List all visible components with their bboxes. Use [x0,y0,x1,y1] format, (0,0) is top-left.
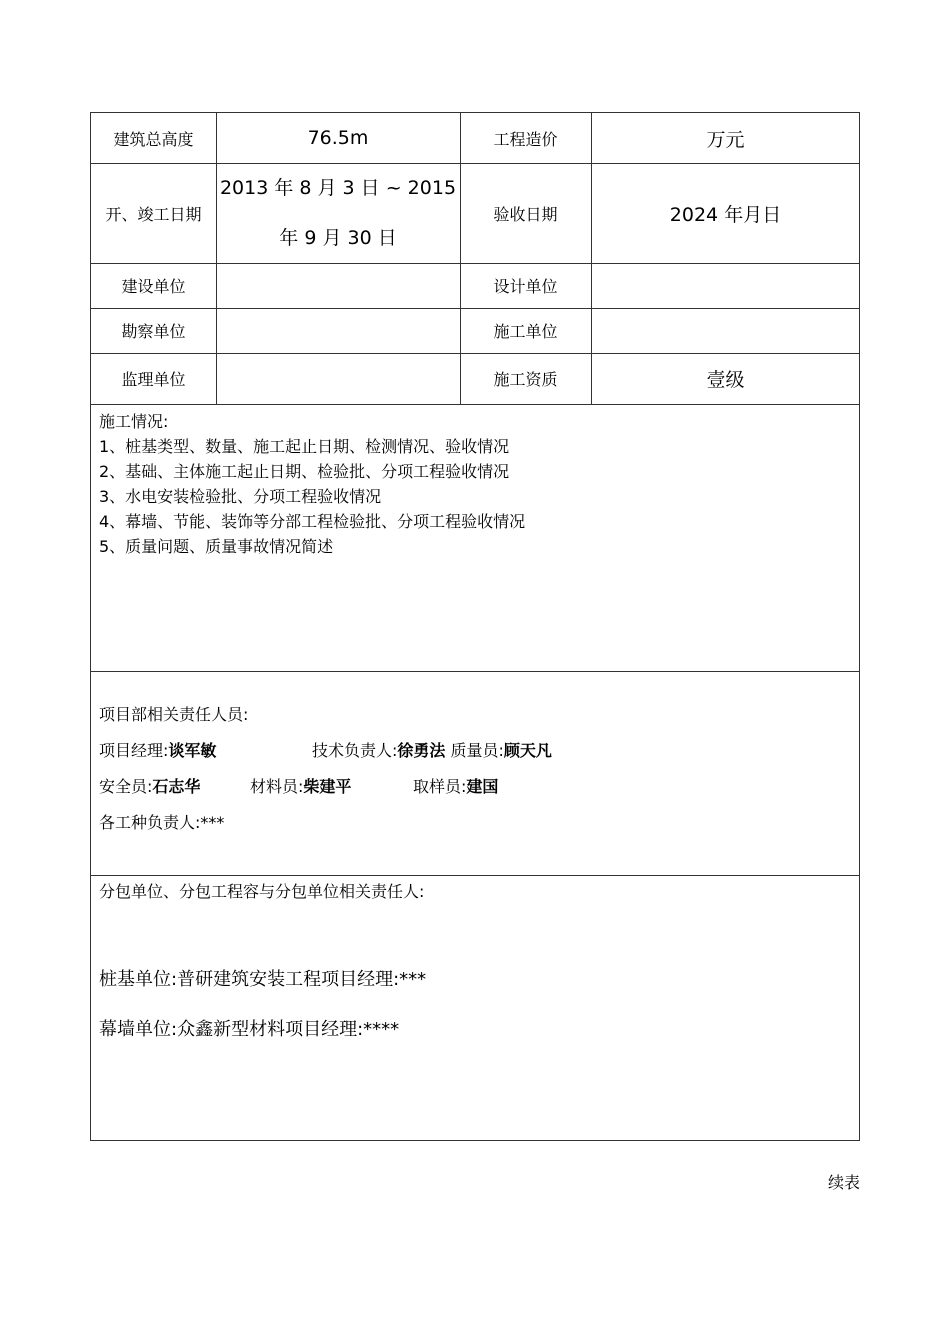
pm-label: 项目经理: [99,741,169,760]
personnel-material [250,774,351,797]
value-start-end-date [216,163,460,263]
continued-label: 续表 [827,1173,860,1192]
label-contractor-unit: 施工单位 [493,322,558,341]
value-construction-unit [216,263,460,308]
label-construction-unit: 建设单位 [121,277,186,296]
personnel-sampler [413,774,498,797]
personnel-row-1 [99,738,216,761]
construction-item: 5、质量问题、质量事故情况简述 [99,537,334,556]
qc-name: 顾天凡 [503,741,552,760]
section-divider [91,875,859,876]
label-start-end-date: 开、竣工日期 [105,204,202,224]
qc-label: 质量员: [450,741,504,760]
personnel-safety [99,774,200,797]
label-building-height: 建筑总高度 [113,129,194,149]
acceptance-form-table [90,112,860,1141]
value-building-height: 76.5m [307,127,369,149]
construction-item: 2、基础、主体施工起止日期、检验批、分项工程验收情况 [99,462,510,481]
construction-item: 1、桩基类型、数量、施工起止日期、检测情况、验收情况 [99,437,510,456]
construction-item: 3、水电安装检验批、分项工程验收情况 [99,487,382,506]
label-qualification: 施工资质 [493,370,558,389]
material-label: 材料员: [250,777,304,796]
subcontract-curtain-wall: 幕墙单位:众鑫新型材料项目经理:**** [99,1019,400,1040]
value-supervision-unit [216,353,460,404]
section-divider [91,671,859,672]
pm-name: 谈军敏 [168,741,217,760]
label-survey-unit: 勘察单位 [121,322,186,341]
construction-item: 4、幕墙、节能、装饰等分部工程检验批、分项工程验收情况 [99,512,526,531]
tech-name: 徐勇法 [397,741,446,760]
value-contractor-unit [591,308,860,353]
value-qualification: 壹级 [706,369,745,391]
tech-label: 技术负责人: [312,741,398,760]
label-design-unit: 设计单位 [493,277,558,296]
personnel-trade [99,810,224,833]
personnel-tech [312,738,552,761]
date-line-2: 年 9 月 30 日 [279,227,397,249]
subcontract-pile: 桩基单位:普研建筑安装工程项目经理:*** [99,969,427,990]
safety-label: 安全员: [99,777,153,796]
label-acceptance-date: 验收日期 [493,204,558,224]
trade-label: 各工种负责人: [99,813,201,832]
personnel-heading: 项目部相关责任人员: [99,705,249,724]
material-name: 柴建平 [303,777,352,796]
value-design-unit [591,263,860,308]
construction-heading: 施工情况: [99,412,169,431]
sampler-name: 建国 [466,777,499,796]
value-acceptance-date: 2024 年月日 [669,203,782,226]
row-divider [91,404,859,405]
value-survey-unit [216,308,460,353]
date-line-1: 2013 年 8 月 3 日 ~ 2015 [219,177,457,199]
safety-name: 石志华 [152,777,201,796]
label-project-cost: 工程造价 [493,129,558,149]
subcontract-heading: 分包单位、分包工程容与分包单位相关责任人: [99,882,425,901]
trade-name: *** [200,813,225,832]
sampler-label: 取样员: [413,777,467,796]
label-supervision-unit: 监理单位 [121,370,186,389]
value-project-cost: 万元 [706,128,745,151]
